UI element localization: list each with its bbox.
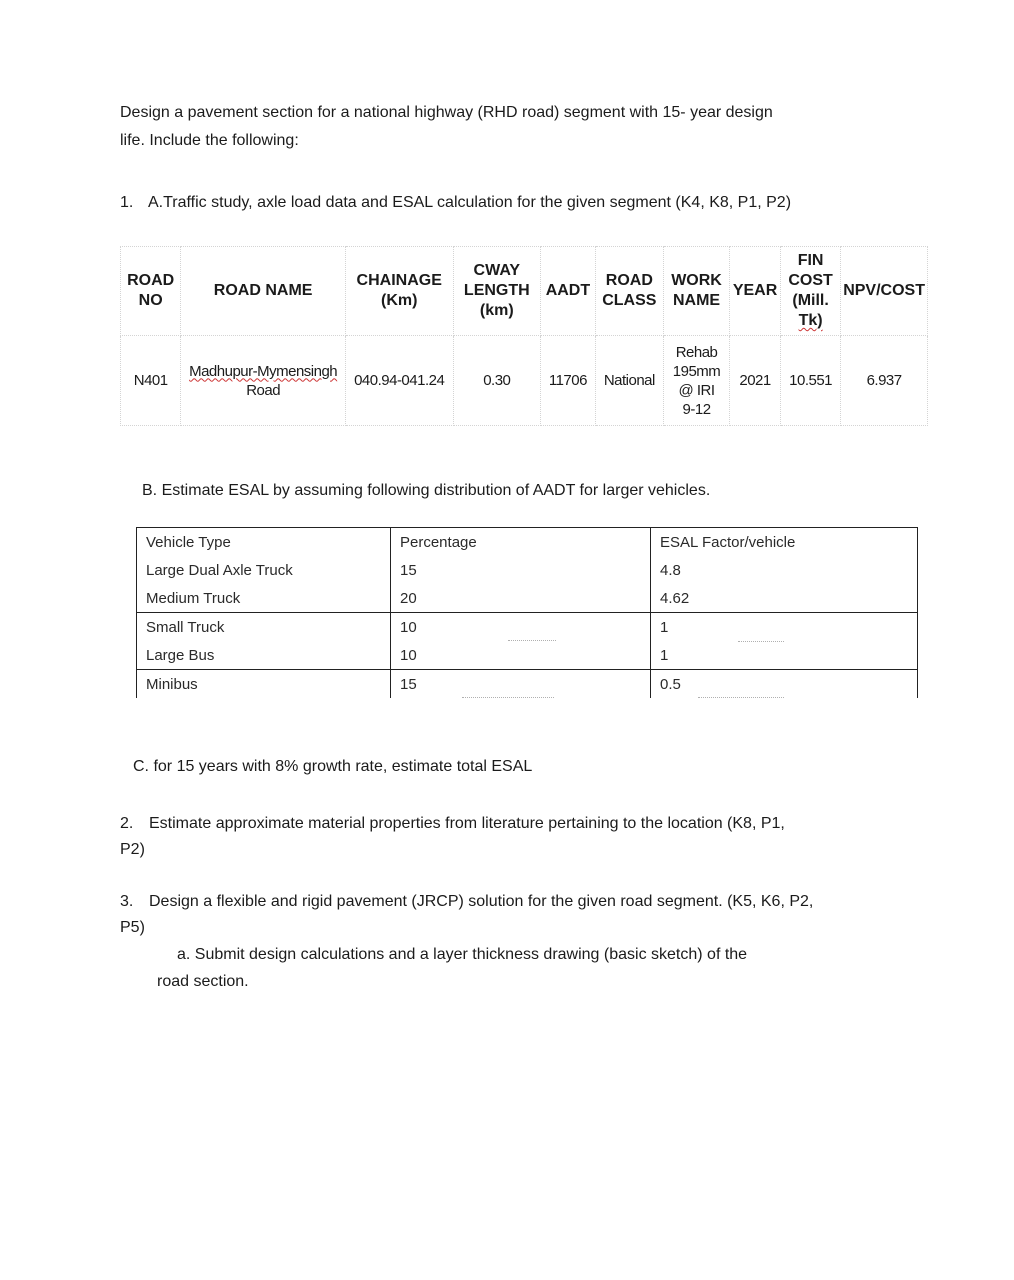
vehicle-type: Large Bus	[137, 641, 391, 670]
percentage: 20	[391, 584, 651, 613]
table-row	[137, 584, 918, 613]
cell-chainage: 040.94-041.24	[345, 336, 453, 426]
cell-work-name-l4: 9-12	[682, 400, 711, 418]
part-c-text: C. for 15 years with 8% growth rate, estimate total ESAL	[133, 758, 533, 775]
cell-work-name-l2: 195mm	[672, 362, 721, 380]
header-year-l1: YEAR	[732, 282, 778, 299]
cell-work-name-l1: Rehab	[675, 343, 718, 361]
road-table-header-row	[121, 247, 928, 336]
q3a-line-1: a. Submit design calculations and a layer thickness drawing (basic sketch) of the	[177, 946, 748, 963]
cell-year: 2021	[730, 336, 781, 426]
header-work-name-l1: WORK	[671, 272, 722, 289]
table-row	[137, 641, 918, 670]
cell-work-name-l3: @ IRI	[678, 381, 715, 399]
esal-header-percentage: Percentage	[391, 528, 651, 557]
header-fin-cost-l4: Tk)	[798, 312, 823, 329]
cell-aadt: 11706	[541, 336, 596, 426]
q3-number: 3.	[120, 893, 134, 910]
vehicle-type: Small Truck	[137, 613, 391, 642]
header-length-l2: LENGTH	[463, 282, 530, 299]
scan-dots	[698, 697, 784, 698]
cell-npv-cost: 6.937	[841, 336, 928, 426]
q2-text-cont: P2)	[120, 841, 145, 858]
part-b-text: B. Estimate ESAL by assuming following distribution of AADT for larger vehicles.	[142, 482, 711, 499]
esal-factor: 1	[651, 613, 918, 642]
table-row	[137, 670, 918, 699]
header-fin-cost-l3: (Mill.	[792, 292, 829, 309]
percentage: 15	[391, 556, 651, 584]
cell-road-no: N401	[121, 336, 181, 426]
vehicle-type: Medium Truck	[137, 584, 391, 613]
vehicle-type: Large Dual Axle Truck	[137, 556, 391, 584]
scan-dots	[462, 697, 554, 698]
q3-text: Design a flexible and rigid pavement (JRCP) solution for the given road segment. (K5, K6, P2,	[149, 893, 814, 910]
header-road-class	[595, 247, 663, 336]
cell-length: 0.30	[453, 336, 541, 426]
header-npv-cost	[841, 247, 928, 336]
q2-number: 2.	[120, 815, 134, 832]
scan-dots	[738, 641, 784, 642]
road-table-data-row	[121, 336, 928, 426]
header-road-name	[181, 247, 346, 336]
q1-text: A.Traffic study, axle load data and ESAL calculation for the given segment (K4, K8, P1, P2)	[148, 194, 792, 211]
cell-road-name	[181, 336, 346, 426]
header-road-no-l1: ROAD	[127, 272, 175, 289]
esal-header-esal-factor: ESAL Factor/vehicle	[651, 528, 918, 557]
table-row	[137, 613, 918, 642]
road-segment-table	[120, 246, 928, 426]
header-work-name-l2: NAME	[672, 292, 721, 309]
esal-factor: 4.62	[651, 584, 918, 613]
q3-text-cont: P5)	[120, 919, 145, 936]
esal-header-row	[137, 528, 918, 557]
cell-road-name-l1: Madhupur-Mymensingh	[189, 362, 338, 380]
header-road-class-l2: CLASS	[602, 292, 657, 309]
header-road-class-l1: ROAD	[605, 272, 653, 289]
header-road-no	[121, 247, 181, 336]
esal-header-vehicle-type: Vehicle Type	[137, 528, 391, 557]
intro-line-2: life. Include the following:	[120, 132, 299, 149]
q1-number: 1.	[120, 194, 134, 211]
percentage: 15	[391, 670, 651, 699]
header-year	[730, 247, 781, 336]
cell-road-class: National	[595, 336, 663, 426]
header-aadt	[541, 247, 596, 336]
cell-road-name-l2: Road	[246, 381, 281, 399]
esal-distribution-table	[136, 527, 918, 698]
header-fin-cost-l2: COST	[788, 272, 833, 289]
q2-text: Estimate approximate material properties from literature pertaining to the location (K8, P1,	[149, 815, 785, 832]
intro-line-1: Design a pavement section for a national highway (RHD road) segment with 15- year design	[120, 104, 773, 121]
header-aadt-l1: AADT	[545, 282, 591, 299]
header-work-name	[663, 247, 729, 336]
percentage: 10	[391, 641, 651, 670]
header-npv-cost-l1: NPV/COST	[843, 282, 925, 299]
header-chainage-l2: (Km)	[380, 292, 418, 309]
vehicle-type: Minibus	[137, 670, 391, 699]
scan-dots	[508, 640, 556, 641]
header-chainage	[345, 247, 453, 336]
cell-work-name	[663, 336, 729, 426]
header-length	[453, 247, 541, 336]
esal-factor: 0.5	[651, 670, 918, 699]
cell-fin-cost: 10.551	[780, 336, 840, 426]
header-road-no-l2: NO	[138, 292, 163, 309]
header-fin-cost-l1: FIN	[797, 252, 824, 269]
q3a-line-2: road section.	[157, 973, 249, 990]
esal-factor: 1	[651, 641, 918, 670]
header-length-l3: (km)	[479, 302, 514, 319]
esal-factor: 4.8	[651, 556, 918, 584]
header-fin-cost	[780, 247, 840, 336]
header-chainage-l1: CHAINAGE	[356, 272, 442, 289]
table-row	[137, 556, 918, 584]
percentage: 10	[391, 613, 651, 642]
header-length-l1: CWAY	[473, 262, 521, 279]
header-road-name-l1: ROAD NAME	[213, 282, 313, 299]
